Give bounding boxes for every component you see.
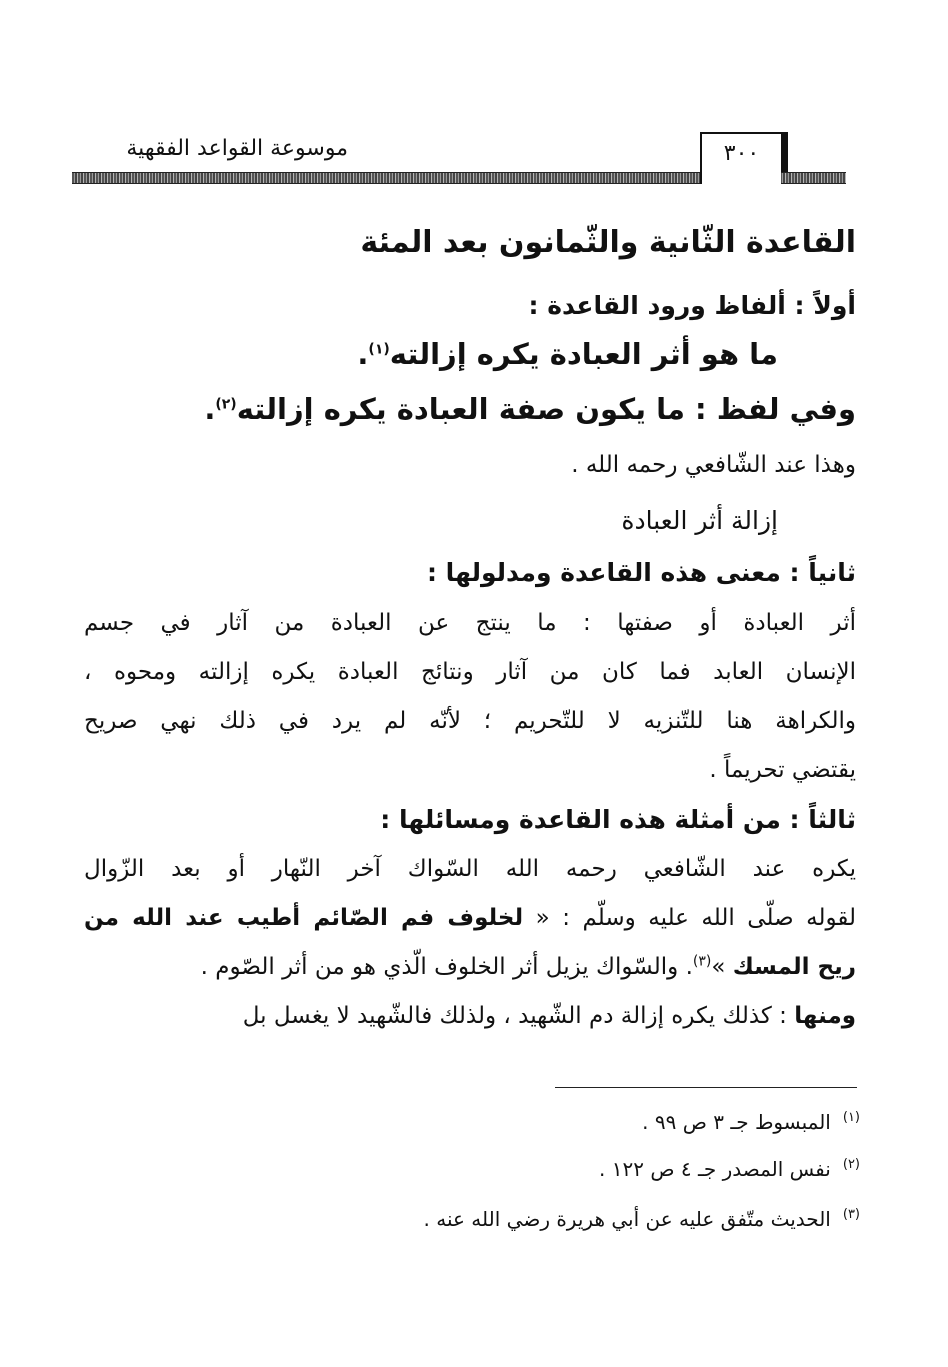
- heading-second: ثانياً : معنى هذه القاعدة ومدلولها :: [426, 558, 856, 587]
- running-header: [72, 128, 846, 188]
- footnote-2-number: (٢): [842, 1157, 860, 1172]
- footnote-divider: [555, 1087, 857, 1088]
- rule-text: ما هو أثر العبادة يكره إزالته: [389, 337, 778, 371]
- heading-third: ثالثاً : من أمثلة هذه القاعدة ومسائلها :: [380, 805, 856, 834]
- footnote-1: [642, 1112, 860, 1132]
- variant-text: ما يكون صفة العبادة يكره إزالته: [236, 392, 685, 426]
- section-title: القاعدة الثّانية والثّمانون بعد المئة: [360, 225, 856, 260]
- page-number-tab: [700, 172, 781, 184]
- footnote-ref-2: (٢): [215, 396, 237, 413]
- example-line-2: [84, 907, 856, 930]
- example-line-3: ريح المسك »$^{(٣)}$. والسّواك يزيل أثر الخلوف الّذي هو من أثر الصّوم .: [200, 953, 856, 980]
- footnote-1-number: (١): [842, 1110, 860, 1125]
- rule-statement: ما هو أثر العبادة يكره إزالته$^{(١)}$.: [357, 337, 778, 371]
- meaning-line-1: أثر العبادة أو صفتها : ما ينتج عن العبادة من آثار في جسم: [84, 610, 856, 636]
- footnote-1-text: المبسوط جـ ٣ ص ٩٩ .: [642, 1110, 831, 1134]
- footnote-3-number: (٣): [842, 1207, 860, 1222]
- rule-variant: وفي لفظ : ما يكون صفة العبادة يكره إزالته$^{(٢)}$.: [204, 392, 856, 426]
- example-lead-word: ومنها: [794, 1003, 856, 1029]
- footnote-ref-1: (١): [368, 341, 390, 358]
- footnote-3: [424, 1209, 860, 1229]
- footnote-3-text: الحديث متّفق عليه عن أبي هريرة رضي الله عنه .: [423, 1207, 831, 1231]
- footnote-2-text: نفس المصدر جـ ٤ ص ١٢٢ .: [599, 1157, 831, 1181]
- meaning-line-3: والكراهة هنا للتّنزيه لا للتّحريم ؛ لأنّه لم يرد في ذلك نهي صريح: [84, 708, 856, 734]
- example-line-1: يكره عند الشّافعي رحمه الله السّواك آخر النّهار أو بعد الزّوال: [84, 856, 856, 882]
- meaning-line-4: يقتضي تحريماً .: [709, 757, 856, 783]
- subheading: إزالة أثر العبادة: [621, 506, 778, 535]
- meaning-line-2: الإنسان العابد فما كان من آثار ونتائج العبادة يكره إزالته ومحوه ،: [84, 659, 856, 685]
- variant-prefix: وفي لفظ :: [684, 392, 856, 426]
- hadith-text-end: ريح المسك: [732, 954, 856, 980]
- example-line-2-plain: لقوله صلّى الله عليه وسلّم : «: [523, 905, 856, 931]
- footnote-2: [599, 1159, 860, 1179]
- book-title: موسوعة القواعد الفقهية: [126, 136, 348, 161]
- hadith-text: لخلوف فم الصّائم أطيب عند الله من: [84, 905, 524, 931]
- page-number: ٣٠٠: [700, 132, 788, 172]
- example-line-4: ومنها : كذلك يكره إزالة دم الشّهيد ، ولذلك فالشّهيد لا يغسل بل: [242, 1003, 856, 1029]
- attribution: وهذا عند الشّافعي رحمه الله .: [571, 452, 856, 478]
- footnote-ref-3: (٣): [692, 953, 712, 970]
- heading-first: أولاً : ألفاظ ورود القاعدة :: [528, 291, 856, 320]
